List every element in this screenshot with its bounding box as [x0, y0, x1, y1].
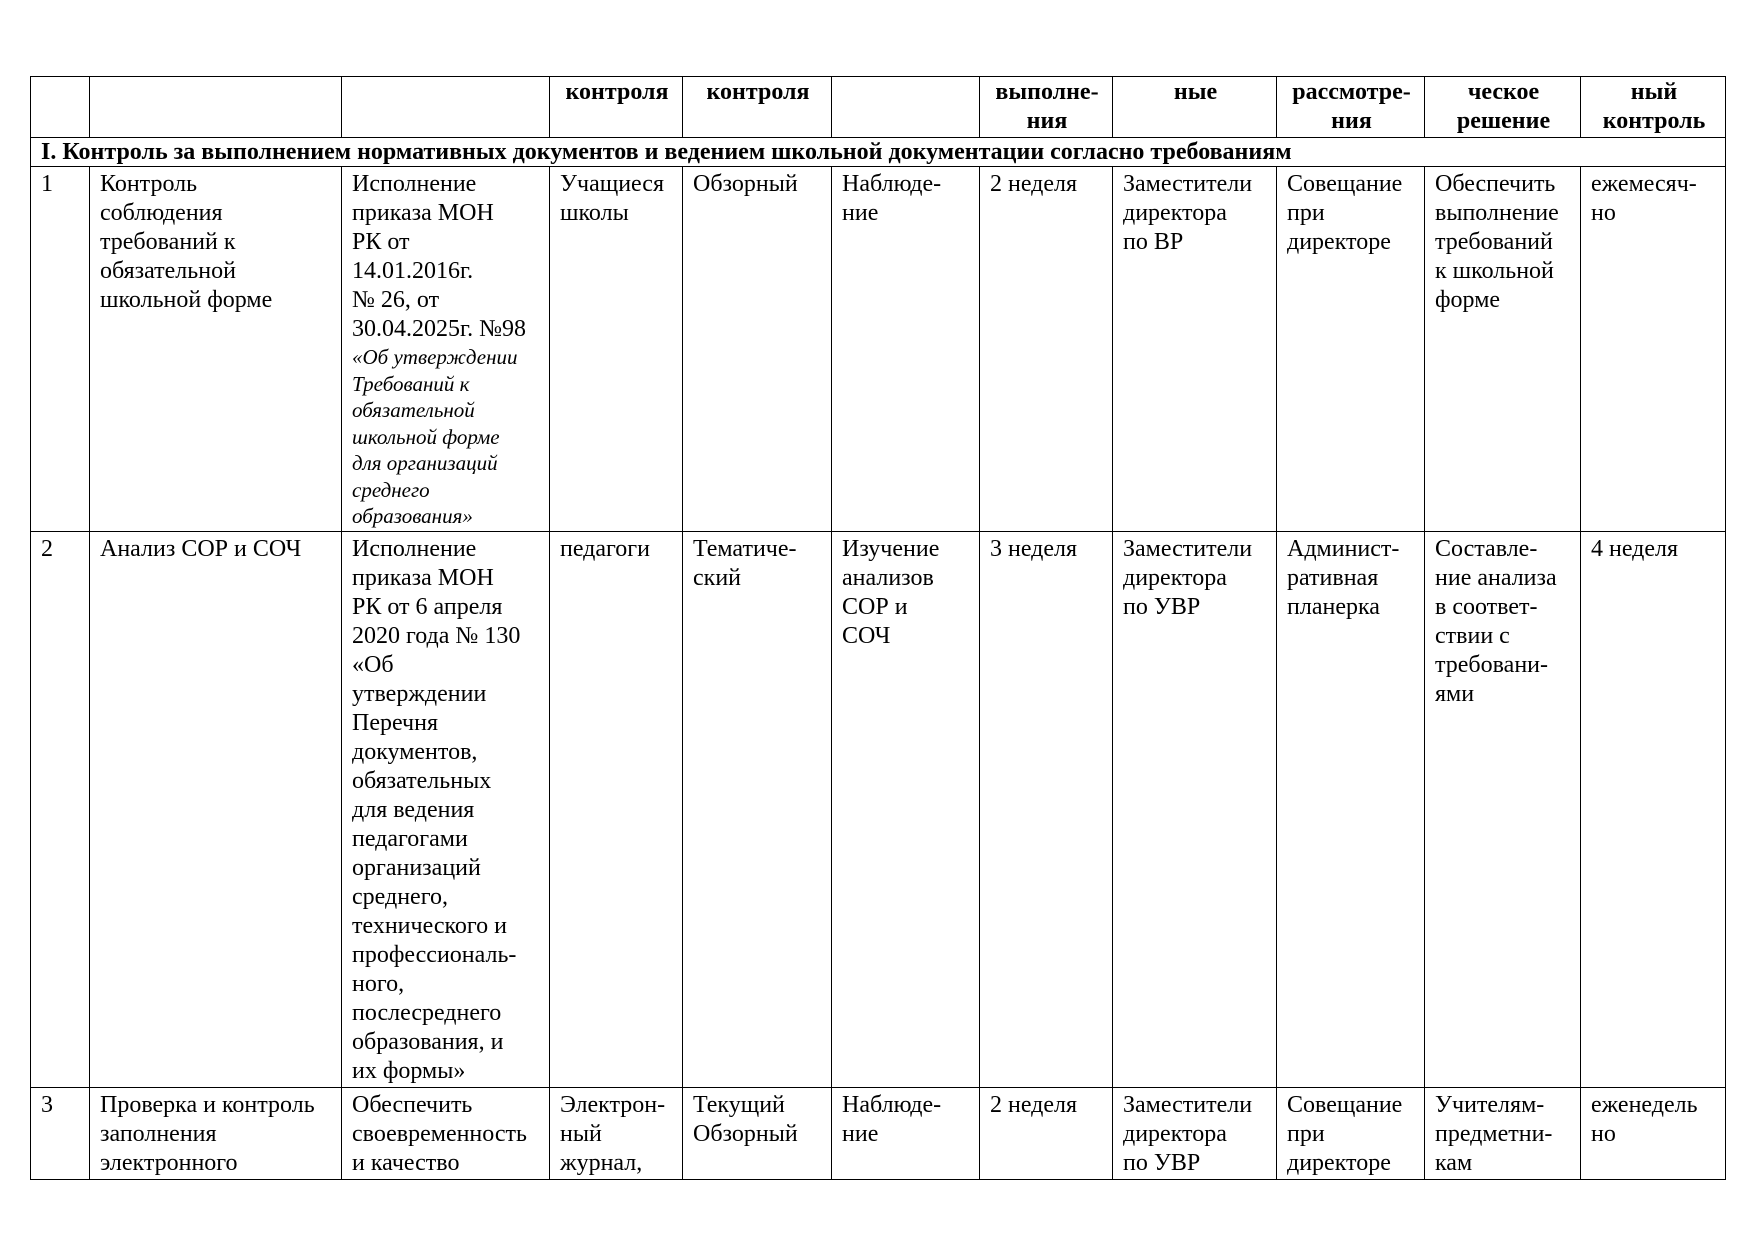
- basis-text: Исполнение приказа МОН РК от 14.01.2016г. № 26, от 30.04.2025г. №98: [352, 171, 527, 342]
- row-number: 1: [31, 167, 90, 532]
- control-repeat: 4 неделя: [1581, 531, 1726, 1087]
- header-cell: выполне- ния: [980, 77, 1113, 138]
- control-decision: Составле- ние анализа в соответ- ствии с требовани- ями: [1425, 531, 1581, 1087]
- header-cell: контроля: [683, 77, 832, 138]
- header-cell: [90, 77, 342, 138]
- control-repeat: еженедель но: [1581, 1087, 1726, 1179]
- table-row: [31, 531, 1726, 1087]
- control-type: Текущий Обзорный: [683, 1087, 832, 1179]
- header-cell: [832, 77, 980, 138]
- header-cell: [31, 77, 90, 138]
- section-heading: I. Контроль за выполнением нормативных документов и ведением школьной документации согласно требованиям: [31, 138, 1726, 167]
- control-subject: Проверка и контроль заполнения электронного: [90, 1087, 342, 1179]
- control-basis: [342, 167, 550, 532]
- control-object: Учащиеся школы: [550, 167, 683, 532]
- control-responsible: Заместители директора по УВР: [1113, 531, 1277, 1087]
- table-header-row: [31, 77, 1726, 138]
- control-method: Изучение анализов СОР и СОЧ: [832, 531, 980, 1087]
- control-deadline: 2 неделя: [980, 167, 1113, 532]
- row-number: 2: [31, 531, 90, 1087]
- control-basis: [342, 1087, 550, 1179]
- control-subject: Анализ СОР и СОЧ: [90, 531, 342, 1087]
- control-review: Совещание при директоре: [1277, 1087, 1425, 1179]
- header-cell: [342, 77, 550, 138]
- control-repeat: ежемесяч- но: [1581, 167, 1726, 532]
- control-basis: [342, 531, 550, 1087]
- control-subject: Контроль соблюдения требований к обязательной школьной форме: [90, 167, 342, 532]
- control-decision: Учителям- предметни- кам: [1425, 1087, 1581, 1179]
- row-number: 3: [31, 1087, 90, 1179]
- header-cell: ческое решение: [1425, 77, 1581, 138]
- control-deadline: 3 неделя: [980, 531, 1113, 1087]
- control-plan-table: [30, 76, 1726, 1180]
- control-type: Тематиче- ский: [683, 531, 832, 1087]
- header-cell: ные: [1113, 77, 1277, 138]
- control-method: Наблюде- ние: [832, 1087, 980, 1179]
- control-object: Электрон- ный журнал,: [550, 1087, 683, 1179]
- basis-text: Исполнение приказа МОН РК от 6 апреля 2020 года № 130 «Об утверждении Перечня документов, обязательных для ведения педагогами организаций среднего, технического и профессиональ- ного, послесреднего образования, и их формы»: [352, 535, 521, 1084]
- header-cell: контроля: [550, 77, 683, 138]
- table-row: [31, 167, 1726, 532]
- control-review: Совещание при директоре: [1277, 167, 1425, 532]
- control-decision: Обеспечить выполнение требований к школьной форме: [1425, 167, 1581, 532]
- control-type: Обзорный: [683, 167, 832, 532]
- control-responsible: Заместители директора по УВР: [1113, 1087, 1277, 1179]
- basis-text: Обеспечить своевременность и качество: [352, 1091, 527, 1176]
- header-cell: ный контроль: [1581, 77, 1726, 138]
- header-cell: рассмотре- ния: [1277, 77, 1425, 138]
- control-responsible: Заместители директора по ВР: [1113, 167, 1277, 532]
- control-method: Наблюде- ние: [832, 167, 980, 532]
- table-row: [31, 1087, 1726, 1179]
- section-heading-row: [31, 138, 1726, 167]
- basis-italic-text: «Об утверждении Требований к обязательной школьной форме для организаций среднего образования»: [352, 345, 518, 528]
- control-object: педагоги: [550, 531, 683, 1087]
- control-deadline: 2 неделя: [980, 1087, 1113, 1179]
- control-review: Админист- ративная планерка: [1277, 531, 1425, 1087]
